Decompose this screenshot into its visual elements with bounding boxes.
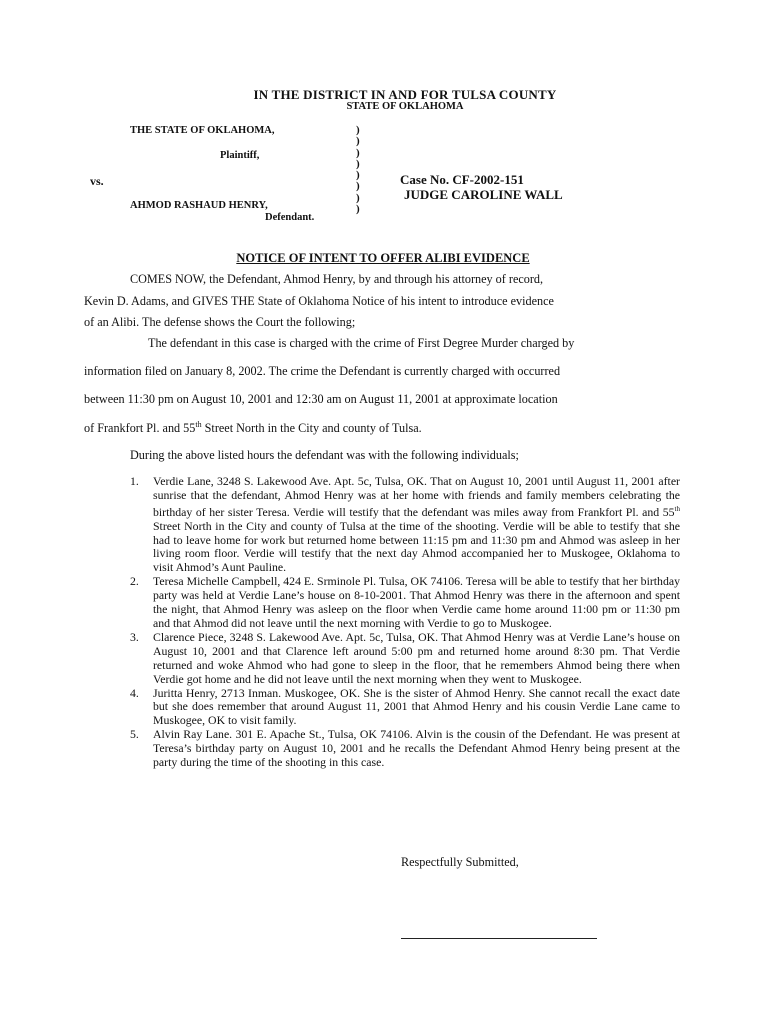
charge-line-1: The defendant in this case is charged with the crime of First Degree Murder charged by [148, 336, 575, 350]
signature-line [401, 938, 597, 939]
closing-statement: Respectfully Submitted, [401, 855, 519, 869]
defendant-name: AHMOD RASHAUD HENRY, [130, 200, 268, 211]
witness-item: 4. Juritta Henry, 2713 Inman. Muskogee, OK. She is the sister of Ahmod Henry. She cannot recall the exact date but she does remember that around August 11, 2001 that Ahmod Henry and his cousin Verdie Lane came to Muskogee, OK to visit family. [130, 685, 680, 728]
state-heading: STATE OF OKLAHOMA [346, 101, 464, 112]
charge-line-4: of Frankfort Pl. and 55th Street North in the City and county of Tulsa. [84, 420, 422, 436]
judge-name: JUDGE CAROLINE WALL [404, 187, 563, 202]
witness-item: 2. Teresa Michelle Campbell, 424 E. Srminole Pl. Tulsa, OK 74106. Teresa will be able to testify that her birthday party was held at Verdie Lane’s house on 8-10-2001. That Ahmod Henry was there in the afternoon and spent the night, that Ahmod Henry was asleep on the floor when Verdie came home around 11:00 pm or 11:30 pm and that Ahmod did not leave until the next morning with Verdie to go to Muskogee. [130, 574, 680, 630]
document-title: NOTICE OF INTENT TO OFFER ALIBI EVIDENCE [236, 251, 530, 265]
caption-divider: ) ) ) ) ) ) ) ) [356, 124, 360, 216]
defendant-role: Defendant. [265, 212, 315, 223]
charge-line-2: information filed on January 8, 2002. The crime the Defendant is currently charged with occurred [84, 364, 561, 378]
witness-item: 1. Verdie Lane, 3248 S. Lakewood Ave. Apt. 5c, Tulsa, OK. That on August 10, 2001 until August 11, 2001 after sunrise that the defendant, Ahmod Henry was at her home with friends and family members celebrating the birthday of her sister Teresa. Verdie will testify that the defendant was miles away from Frankfort Pl. and 55th Street North in the City and county of Tulsa at the time of the shooting. Verdie will be able to testify that she had to leave home for work but returned home between 11:15 pm and 11:30 pm and Ahmod was asleep in her living room floor. Verdie will testify that the next day Ahmod accompanied her to Muskogee, Oklahoma to visit Ahmod’s Aunt Pauline. [130, 474, 680, 575]
during-statement: During the above listed hours the defendant was with the following individuals; [130, 448, 519, 462]
witness-item: 5. Alvin Ray Lane. 301 E. Apache St., Tulsa, OK 74106. Alvin is the cousin of the Defendant. He was present at Teresa’s birthday party on August 10, 2001 and he recalls the Defendant Ahmod Henry being present at the party during the time of the shooting in this case. [130, 727, 680, 770]
court-heading: IN THE DISTRICT IN AND FOR TULSA COUNTY [253, 87, 557, 102]
witness-list [130, 475, 680, 770]
witness-item: 3. Clarence Piece, 3248 S. Lakewood Ave. Apt. 5c, Tulsa, OK. That Ahmod Henry was at Verdie Lane’s house on August 10, 2001 and that Clarence left around 5:00 pm and returned home around 8:30 pm. That Verdie returned and woke Ahmod who had gone to sleep in the floor, that he remembers Ahmod being there when Verdie got home and he did not leave until the next morning when they went to Muskogee. [130, 629, 680, 686]
intro-line-2: Kevin D. Adams, and GIVES THE State of Oklahoma Notice of his intent to introduce evidence [84, 294, 554, 308]
versus-label: vs. [90, 174, 104, 188]
plaintiff-name: THE STATE OF OKLAHOMA, [130, 125, 275, 136]
intro-line-3: of an Alibi. The defense shows the Court the following; [84, 315, 356, 329]
intro-line-1: COMES NOW, the Defendant, Ahmod Henry, by and through his attorney of record, [130, 272, 544, 286]
plaintiff-role: Plaintiff, [220, 150, 260, 161]
charge-line-3: between 11:30 pm on August 10, 2001 and 12:30 am on August 11, 2001 at approximate location [84, 392, 558, 406]
case-number: Case No. CF-2002-151 [400, 172, 524, 187]
